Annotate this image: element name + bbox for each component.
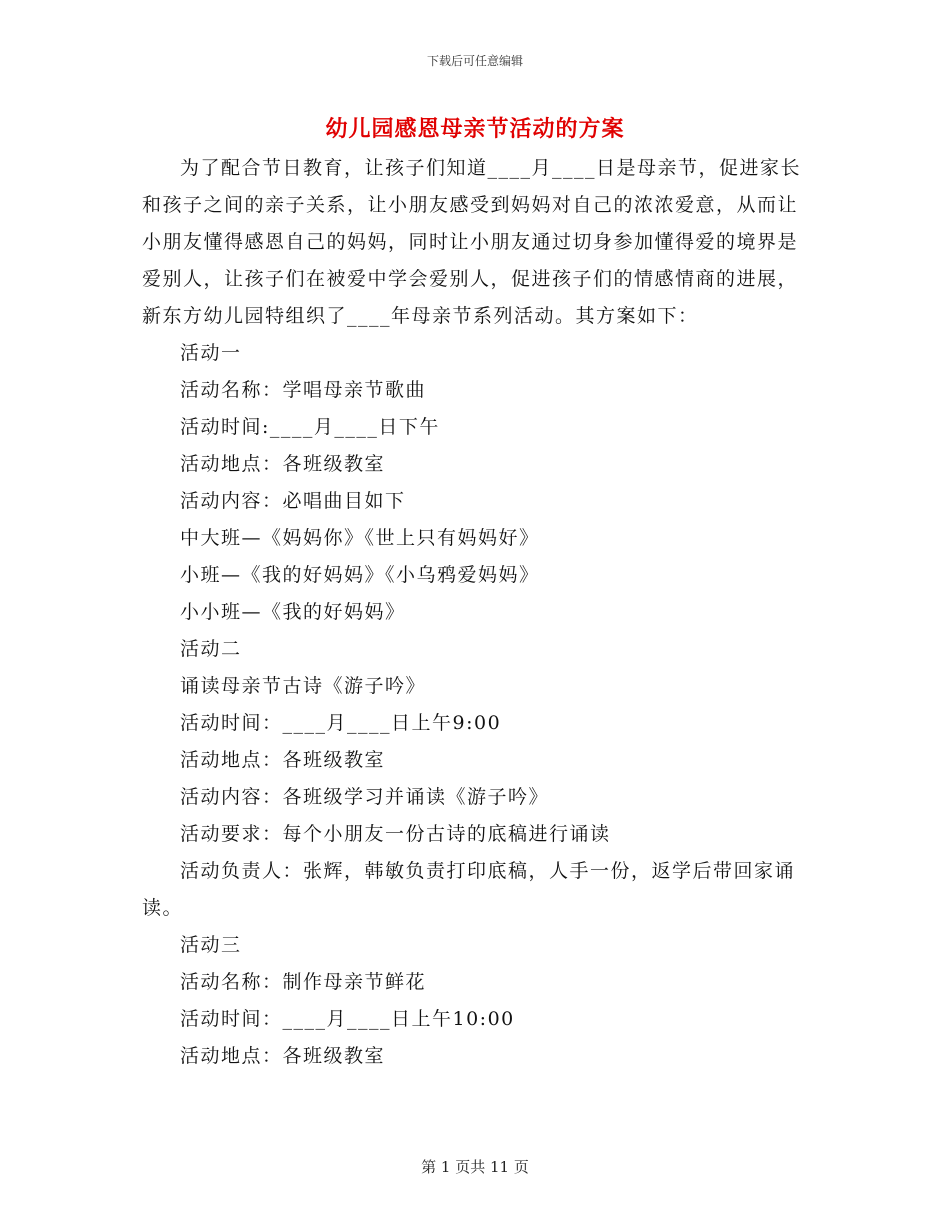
activity-line: 活动地点：各班级教室 <box>180 1045 386 1067</box>
activity-line: 活动负责人：张辉，韩敏负责打印底稿，人手一份，返学后带回家诵读。 <box>142 860 796 919</box>
activity-line: 活动内容：各班级学习并诵读《游子吟》 <box>180 786 550 808</box>
activity-heading: 活动一 <box>180 342 242 364</box>
activity-heading: 活动三 <box>180 934 242 956</box>
activity-line: 活动内容：必唱曲目如下 <box>180 490 406 512</box>
activity-line: 活动地点：各班级教室 <box>180 749 386 771</box>
activity-line: 活动时间：____月____日上午9:00 <box>180 712 502 734</box>
activity-line: 活动名称：学唱母亲节歌曲 <box>180 379 427 401</box>
intro-paragraph: 为了配合节日教育，让孩子们知道____月____日是母亲节，促进家长和孩子之间的亲子关系，让小朋友感受到妈妈对自己的浓浓爱意，从而让小朋友懂得感恩自己的妈妈，同时让小朋友通过切身参加懂得爱的境界是爱别人，让孩子们在被爱中学会爱别人，促进孩子们的情感情商的进展，新东方幼儿园特组织了____年母亲节系列活动。其方案如下： <box>142 157 802 327</box>
activity-line: 小班—《我的好妈妈》《小乌鸦爱妈妈》 <box>180 564 540 586</box>
activity-line: 中大班—《妈妈你》《世上只有妈妈好》 <box>180 527 540 549</box>
activity-line: 活动地点：各班级教室 <box>180 453 386 475</box>
activity-line: 小小班—《我的好妈妈》 <box>180 601 406 623</box>
page-footer: 第 1 页共 11 页 <box>421 1158 529 1176</box>
activity-line: 活动要求：每个小朋友一份古诗的底稿进行诵读 <box>180 823 611 845</box>
page-header: 下载后可任意编辑 <box>426 54 523 68</box>
activity-line: 活动时间:____月____日下午 <box>180 416 440 438</box>
activity-line: 活动名称：制作母亲节鲜花 <box>180 971 427 993</box>
activity-line: 活动时间：____月____日上午10:00 <box>180 1008 515 1030</box>
activity-line: 诵读母亲节古诗《游子吟》 <box>180 675 427 697</box>
activity-heading: 活动二 <box>180 638 242 660</box>
document-title: 幼儿园感恩母亲节活动的方案 <box>325 116 625 142</box>
document-body <box>142 150 807 1075</box>
